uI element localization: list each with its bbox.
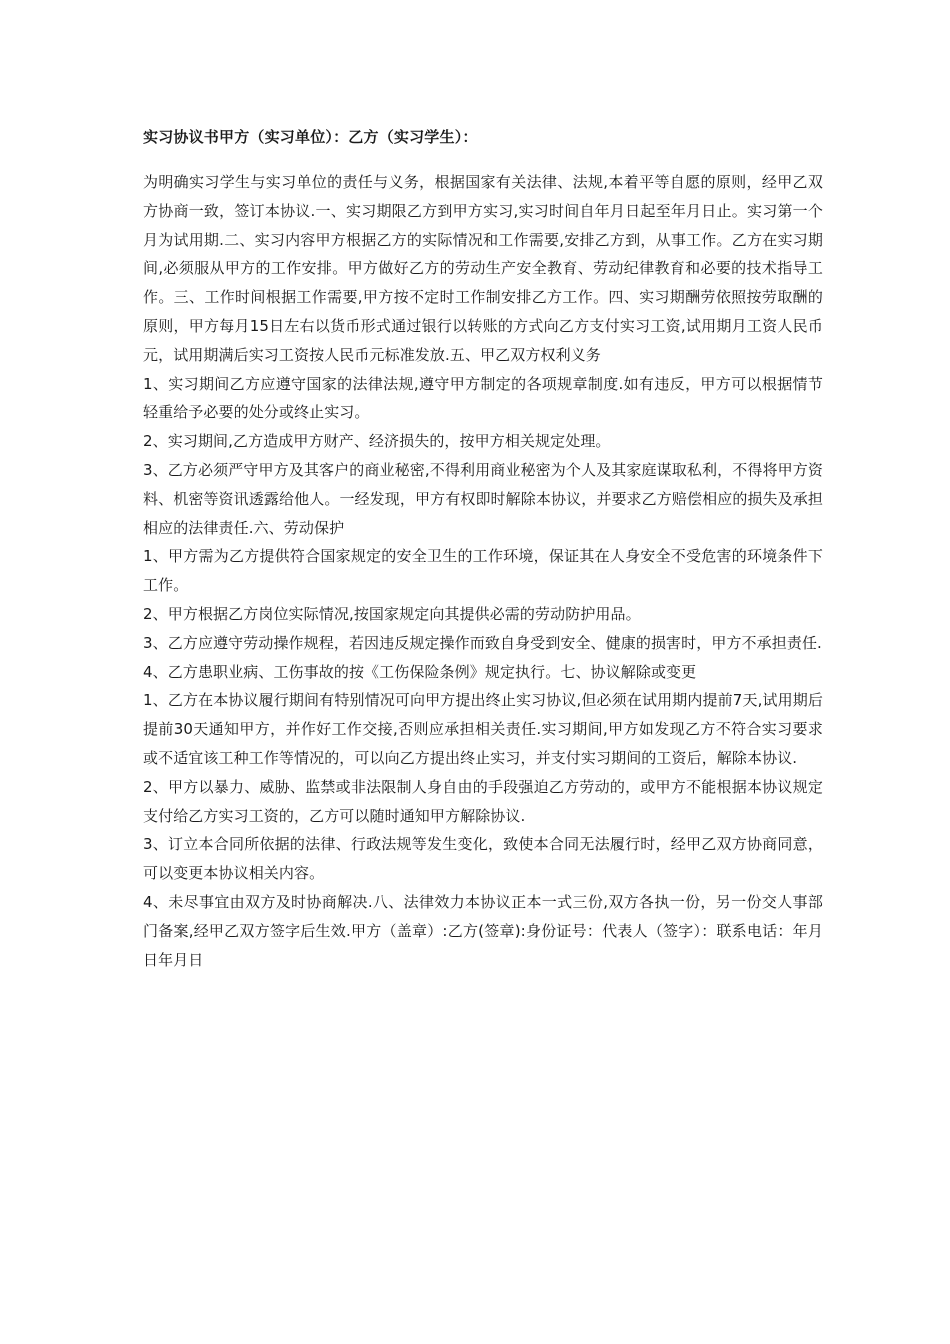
- paragraph-termination-2: 2、甲方以暴力、威胁、监禁或非法限制人身自由的手段强迫乙方劳动的，或甲方不能根据本协议规定支付给乙方实习工资的，乙方可以随时通知甲方解除协议.: [143, 777, 823, 825]
- paragraph-protection-1: 1、甲方需为乙方提供符合国家规定的安全卫生的工作环境，保证其在人身安全不受危害的环境条件下工作。: [143, 547, 823, 595]
- paragraph-protection-2: 2、甲方根据乙方岗位实际情况,按国家规定向其提供必需的劳动防护用品。: [143, 604, 641, 623]
- paragraph-termination-1: 1、乙方在本协议履行期间有特别情况可向甲方提出终止实习协议,但必须在试用期内提前7天,试用期后提前30天通知甲方，并作好工作交接,否则应承担相关责任.实习期间,甲方如发现乙方不符合实习要求或不适宜该工种工作等情况的，可以向乙方提出终止实习，并支付实习期间的工资后，解除本协议.: [143, 691, 823, 767]
- paragraph-rights-1: 1、实习期间乙方应遵守国家的法律法规,遵守甲方制定的各项规章制度.如有违反，甲方可以根据情节轻重给予必要的处分或终止实习。: [143, 374, 823, 422]
- paragraph-rights-2: 2、实习期间,乙方造成甲方财产、经济损失的，按甲方相关规定处理。: [143, 432, 611, 451]
- paragraph-termination-3: 3、订立本合同所依据的法律、行政法规等发生变化，致使本合同无法履行时，经甲乙双方协商同意，可以变更本协议相关内容。: [143, 835, 823, 883]
- paragraph-intro: 为明确实习学生与实习单位的责任与义务，根据国家有关法律、法规,本着平等自愿的原则，经甲乙双方协商一致，签订本协议.一、实习期限乙方到甲方实习,实习时间自年月日起至年月日止。实习第一个月为试用期.二、实习内容甲方根据乙方的实际情况和工作需要,安排乙方到，从事工作。乙方在实习期间,必须服从甲方的工作安排。甲方做好乙方的劳动生产安全教育、劳动纪律教育和必要的技术指导工作。三、工作时间根据工作需要,甲方按不定时工作制安排乙方工作。四、实习期酬劳依照按劳取酬的原则，甲方每月15日左右以货币形式通过银行以转账的方式向乙方支付实习工资,试用期月工资人民币元，试用期满后实习工资按人民币元标准发放.五、甲乙双方权利义务: [143, 173, 823, 364]
- document-page: [143, 124, 823, 974]
- paragraph-rights-3: 3、乙方必须严守甲方及其客户的商业秘密,不得利用商业秘密为个人及其家庭谋取私利，不得将甲方资料、机密等资讯透露给他人。一经发现，甲方有权即时解除本协议，并要求乙方赔偿相应的损失及承担相应的法律责任.六、劳动保护: [143, 460, 823, 537]
- paragraph-protection-3: 3、乙方应遵守劳动操作规程，若因违反规定操作而致自身受到安全、健康的损害时，甲方不承担责任.: [143, 633, 822, 652]
- paragraph-termination-4: 4、未尽事宜由双方及时协商解决.八、法律效力本协议正本一式三份,双方各执一份，另一份交人事部门备案,经甲乙双方签字后生效.甲方（盖章）:乙方(签章):身份证号：代表人（签字）：联系电话：年月日年月日: [143, 892, 823, 969]
- paragraph-protection-4: 4、乙方患职业病、工伤事故的按《工伤保险条例》规定执行。七、协议解除或变更: [143, 662, 697, 681]
- document-title: 实习协议书甲方（实习单位）：乙方（实习学生）：: [143, 128, 478, 146]
- document-body: [143, 168, 823, 974]
